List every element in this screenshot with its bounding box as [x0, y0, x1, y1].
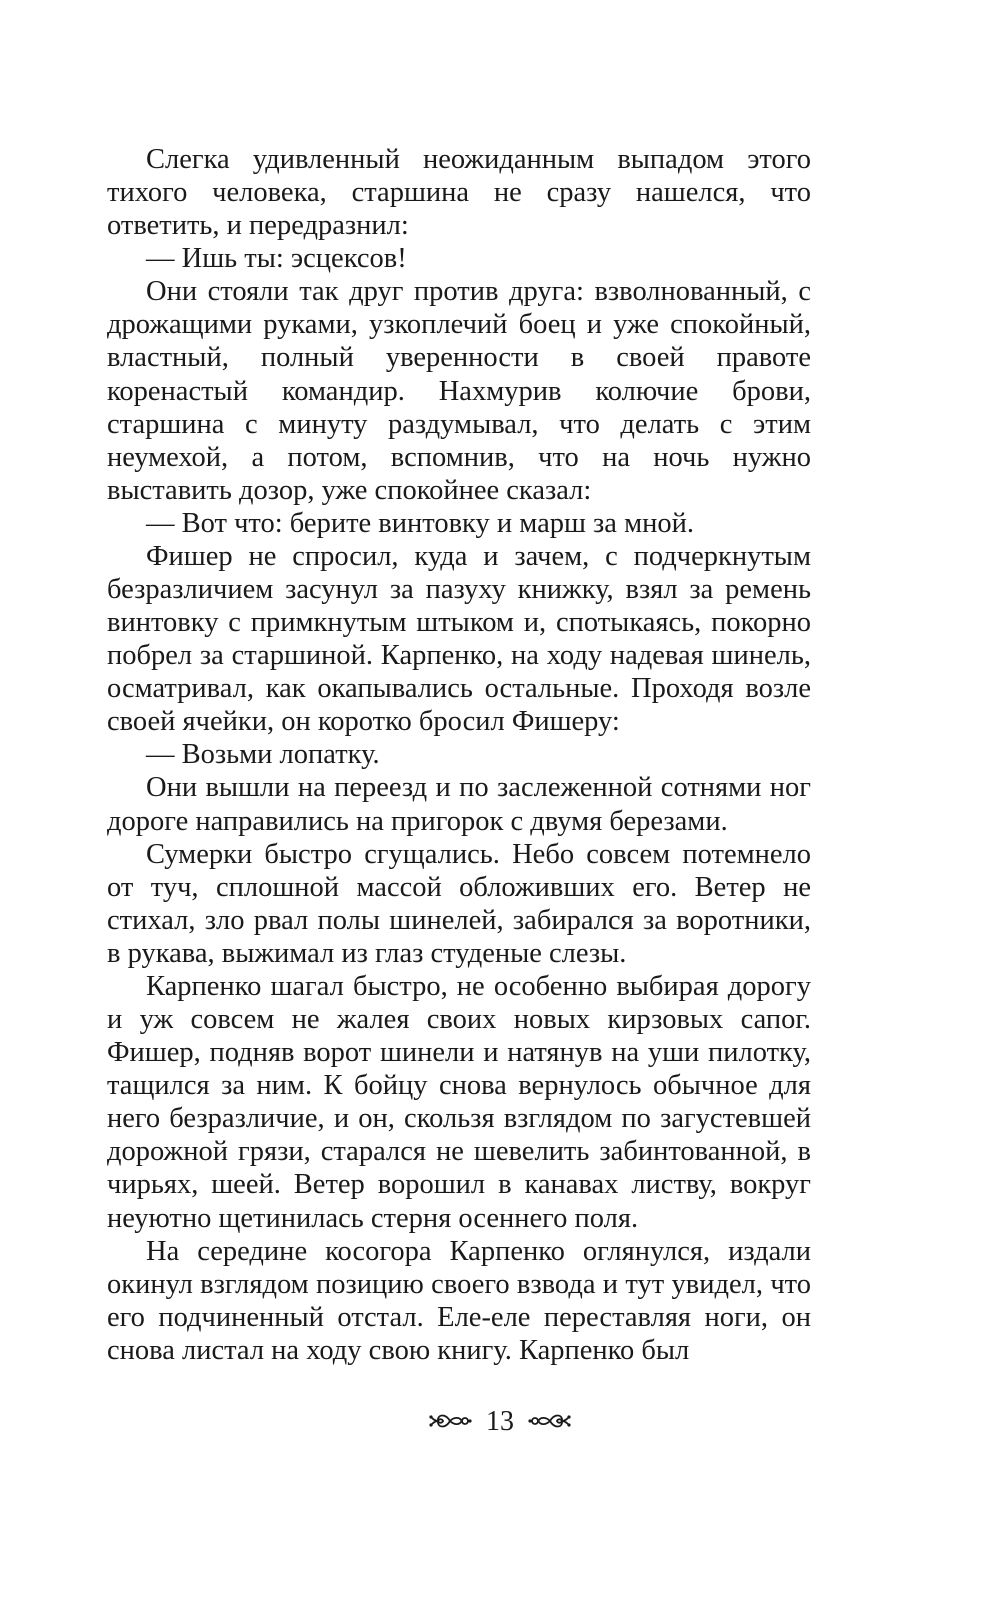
- page-footer: [0, 1398, 1000, 1444]
- paragraph: На середине косогора Карпенко оглянулся, издали окинул взглядом позицию своего взвода и тут увидел, что его подчиненный отстал. Еле-еле переставляя ноги, он снова листал на ходу свою книгу. Карпенко был: [107, 1235, 811, 1366]
- flourish-ornament-icon: [528, 1408, 572, 1434]
- paragraph: Слегка удивленный неожиданным выпадом этого тихого человека, старшина не сразу нашелся, что ответить, и передразнил:: [107, 144, 811, 242]
- body-text: [107, 143, 811, 1367]
- dialogue-line: — Ишь ты: эсцексов!: [146, 243, 407, 275]
- flourish-ornament-icon: [428, 1408, 472, 1434]
- paragraph: Они вышли на переезд и по заслеженной сотнями ног дороге направились на пригорок с двумя березами.: [107, 772, 811, 837]
- dialogue-line: — Вот что: берите винтовку и марш за мной.: [146, 507, 694, 539]
- paragraph: Карпенко шагал быстро, не особенно выбирая дорогу и уж совсем не жалея своих новых кирзовых сапог. Фишер, подняв ворот шинели и натянув на уши пилотку, тащился за ним. К бойцу снова вернулось обычное для него безразличие, и он, скользя взглядом по загустевшей дорожной грязи, старался не шевелить забинтованной, в чирьях, шеей. Ветер ворошил в канавах листву, вокруг неуютно щетинилась стерня осеннего поля.: [107, 970, 811, 1234]
- page-number: 13: [486, 1406, 514, 1437]
- paragraph: Они стояли так друг против друга: взволнованный, с дрожащими руками, узкоплечий боец и уже спокойный, властный, полный уверенности в своей правоте коренастый командир. Нахмурив колючие брови, старшина с минуту раздумывал, что делать с этим неумехой, а потом, вспомнив, что на ночь нужно выставить дозор, уже спокойнее сказал:: [107, 276, 811, 506]
- dialogue-line: — Возьми лопатку.: [146, 739, 380, 771]
- paragraph: Сумерки быстро сгущались. Небо совсем потемнело от туч, сплошной массой обложивших его. Ветер не стихал, зло рвал полы шинелей, забирался за воротники, в рукава, выжимал из глаз студеные слезы.: [107, 838, 811, 969]
- paragraph: Фишер не спросил, куда и зачем, с подчеркнутым безразличием засунул за пазуху книжку, взял за ремень винтовку с примкнутым штыком и, спотыкаясь, покорно побрел за старшиной. Карпенко, на ходу надевая шинель, осматривал, как окапывались остальные. Проходя возле своей ячейки, он коротко бросил Фишеру:: [107, 540, 811, 738]
